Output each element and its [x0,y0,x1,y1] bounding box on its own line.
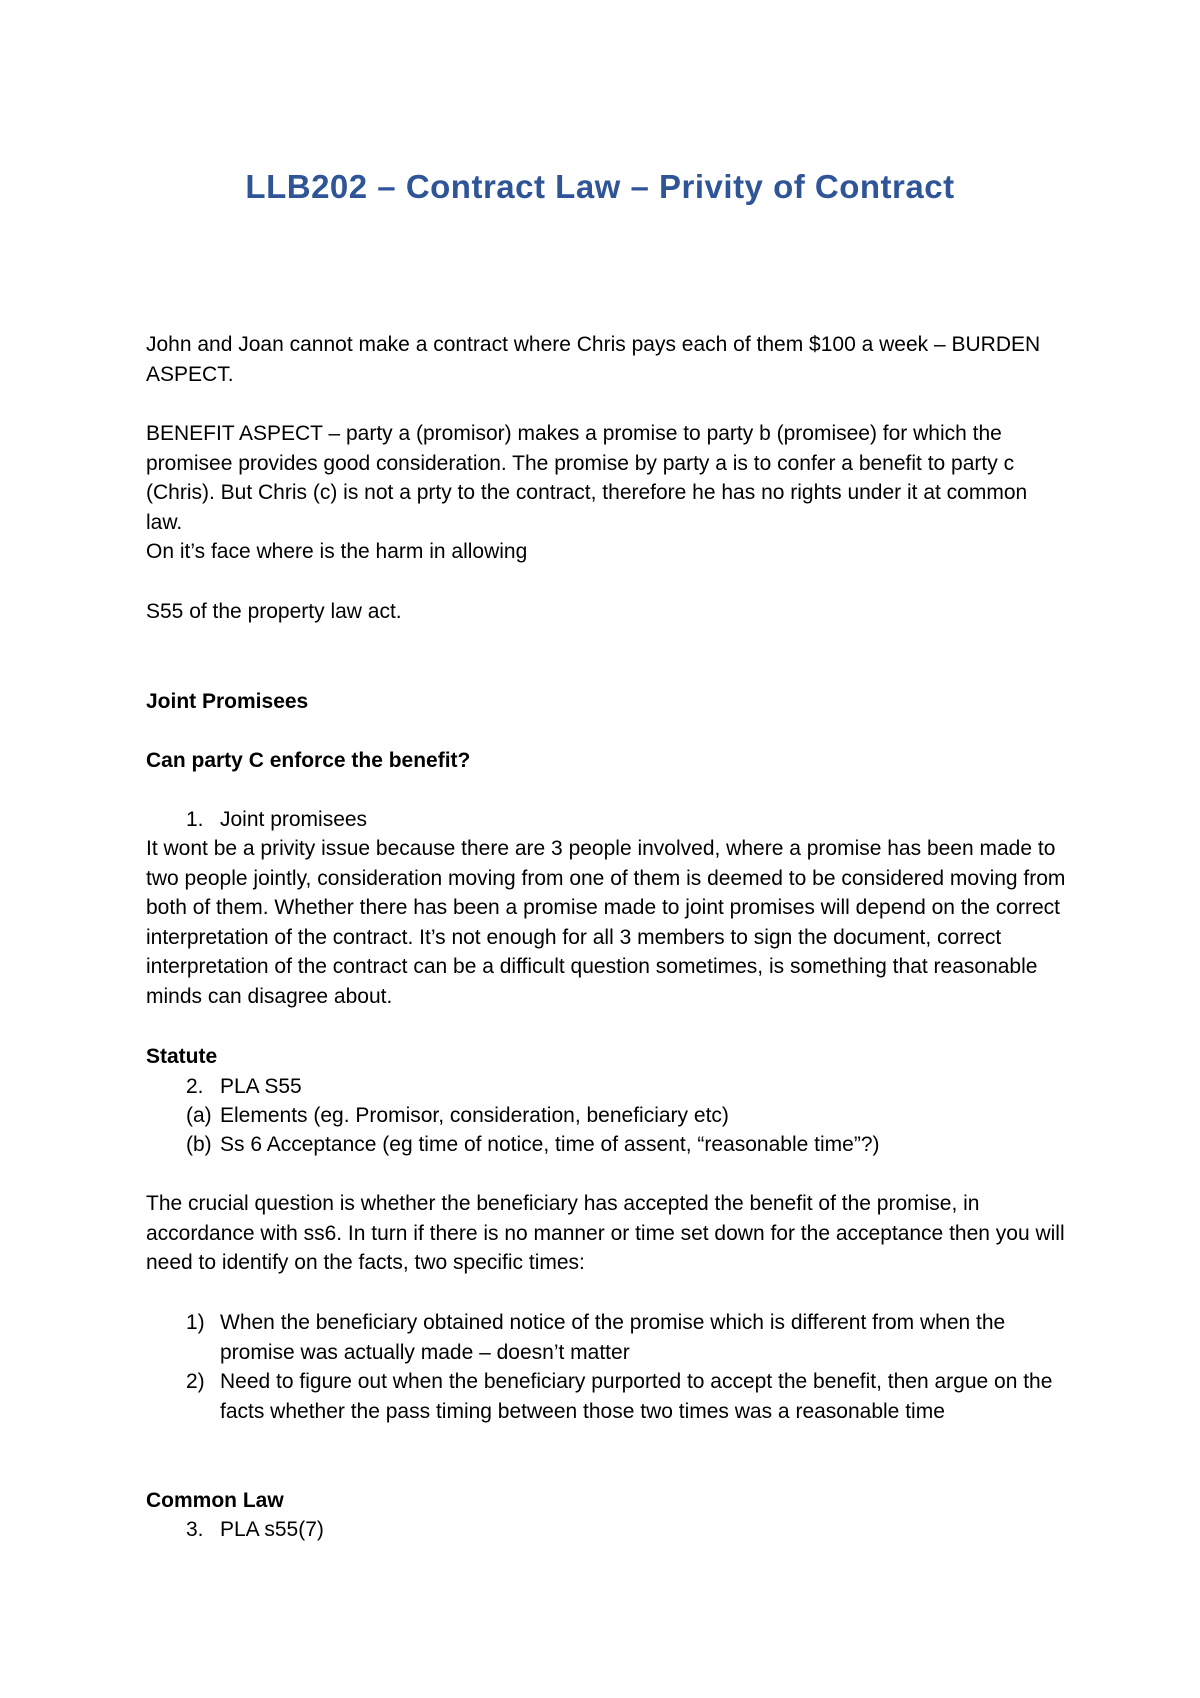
list-item-text: Joint promisees [220,808,368,831]
paragraph-crucial-question: The crucial question is whether the beneficiary has accepted the benefit of the promise, in accordance with ss6. In turn if there is no manner or time set down for the acceptance then you will need to identify on the facts, two specific times: [146,1192,1065,1274]
list-item-3 [146,1515,1066,1545]
time-item-text: Need to figure out when the beneficiary purported to accept the benefit, then argue on the facts whether the pass timing between those two times was a reasonable time [220,1370,1053,1423]
paragraph-benefit: BENEFIT ASPECT – party a (promisor) makes a promise to party b (promisee) for which the promisee provides good consideration. The promise by party a is to confer a benefit to party c (Chris). But Chris (c) is not a prty to the contract, therefore he has no rights under it at common law. [146,422,1028,534]
list-item-2 [146,1072,1066,1102]
time-item-label: 1) [186,1311,205,1334]
time-item-label: 2) [186,1370,205,1393]
time-item-text: When the beneficiary obtained notice of the promise which is different from when the promise was actually made – doesn’t matter [220,1311,1006,1364]
time-item-2 [146,1367,1066,1426]
heading-statute: Statute [146,1045,218,1068]
sub-item-label: (a) [186,1104,212,1127]
paragraph-harm: On it’s face where is the harm in allowing [146,540,528,563]
paragraph-joint-promisees: It wont be a privity issue because there are 3 people involved, where a promise has been made to two people jointly, consideration moving from one of them is deemed to be considered moving from both of them. Whether there has been a promise made to joint promises will depend on the correct interpretation of the contract. It’s not enough for all 3 members to sign the document, correct interpretation of the contract can be a difficult question sometimes, is something that reasonable minds can disagree about. [146,837,1066,1008]
list-item-1 [146,805,1066,835]
paragraph-s55: S55 of the property law act. [146,600,402,623]
sub-item-b [146,1130,1066,1160]
heading-enforce-benefit: Can party C enforce the benefit? [146,749,471,772]
sub-item-text: Ss 6 Acceptance (eg time of notice, time of assent, “reasonable time”?) [220,1133,880,1156]
list-item-text: PLA S55 [220,1075,302,1098]
heading-common-law: Common Law [146,1489,284,1512]
list-number: 1. [186,808,204,831]
sub-item-a [146,1101,1066,1131]
sub-item-text: Elements (eg. Promisor, consideration, beneficiary etc) [220,1104,729,1127]
list-number: 2. [186,1075,204,1098]
heading-joint-promisees: Joint Promisees [146,690,309,713]
list-number: 3. [186,1518,204,1541]
document-title: LLB202 – Contract Law – Privity of Contract [245,168,955,205]
paragraph-burden: John and Joan cannot make a contract where Chris pays each of them $100 a week – BURDEN ASPECT. [146,333,1041,386]
sub-item-label: (b) [186,1133,212,1156]
time-item-1 [146,1308,1066,1367]
list-item-text: PLA s55(7) [220,1518,324,1541]
